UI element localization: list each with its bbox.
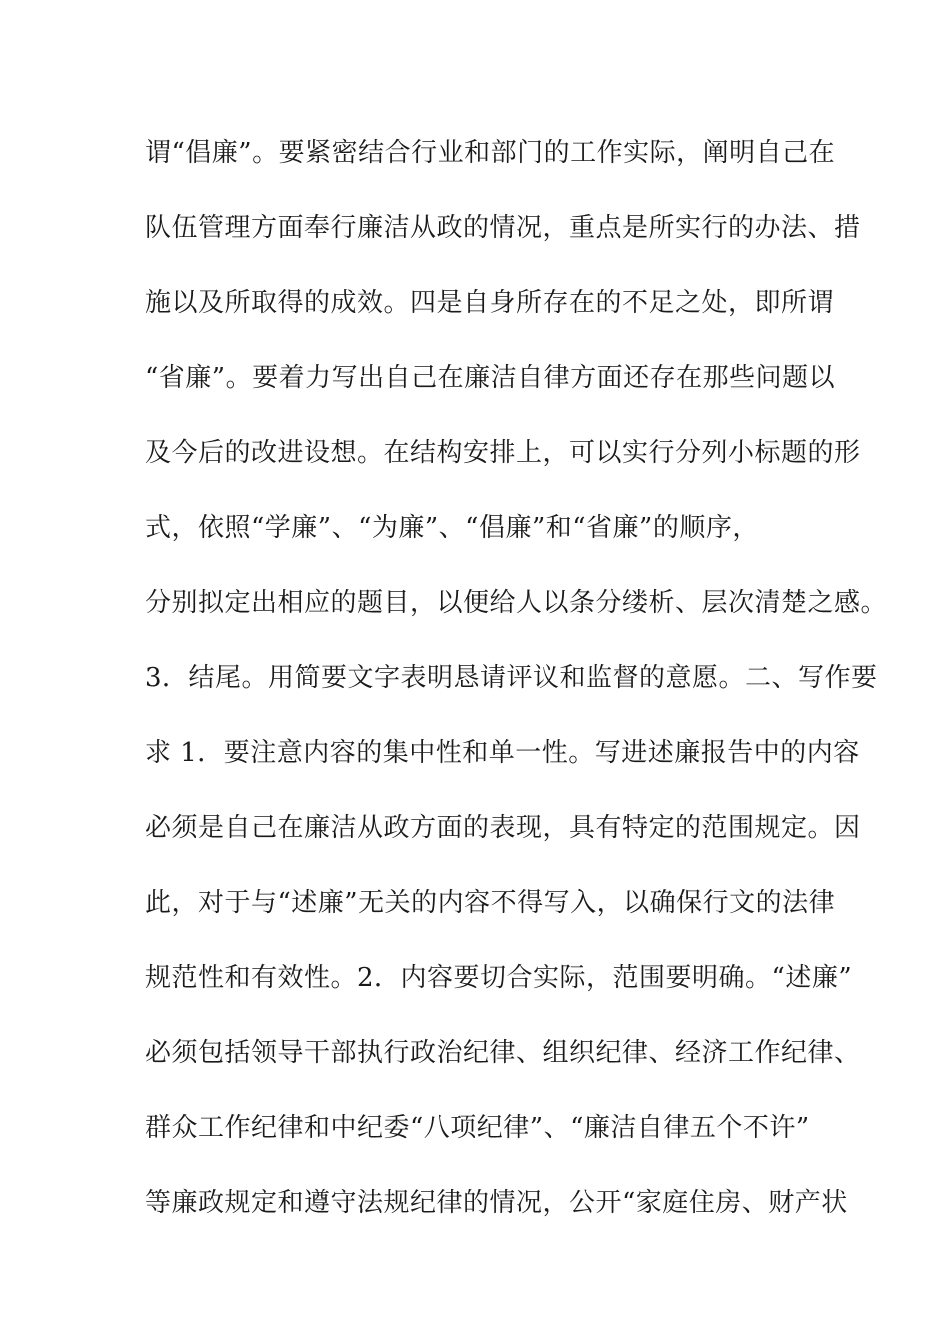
text-line: 此，对于与“述廉”无关的内容不得写入，以确保行文的法律 (145, 888, 836, 918)
text-line: 分别拟定出相应的题目，以便给人以条分缕析、层次清楚之感。 (145, 588, 888, 618)
text-line: 3．结尾。用简要文字表明恳请评议和监督的意愿。二、写作要 (145, 663, 878, 693)
text-line: 等廉政规定和遵守法规纪律的情况，公开“家庭住房、财产状 (145, 1188, 848, 1218)
body-text (145, 133, 888, 1258)
text-line: 谓“倡廉”。要紧密结合行业和部门的工作实际，阐明自己在 (145, 138, 836, 168)
text-line: “省廉”。要着力写出自己在廉洁自律方面还存在那些问题以 (145, 363, 836, 393)
text-line: 及今后的改进设想。在结构安排上，可以实行分列小标题的形 (145, 438, 861, 468)
text-line: 队伍管理方面奉行廉洁从政的情况，重点是所实行的办法、措 (145, 213, 861, 243)
text-line: 施以及所取得的成效。四是自身所存在的不足之处，即所谓 (145, 288, 835, 318)
text-line: 必须包括领导干部执行政治纪律、组织纪律、经济工作纪律、 (145, 1038, 861, 1068)
text-line: 规范性和有效性。2．内容要切合实际，范围要明确。“述廉” (145, 963, 853, 993)
text-line: 式，依照“学廉”、“为廉”、“倡廉”和“省廉”的顺序， (145, 513, 759, 543)
text-line: 群众工作纪律和中纪委“八项纪律”、“廉洁自律五个不许” (145, 1113, 810, 1143)
text-line: 必须是自己在廉洁从政方面的表现，具有特定的范围规定。因 (145, 813, 861, 843)
text-line: 求 1．要注意内容的集中性和单一性。写进述廉报告中的内容 (145, 738, 860, 768)
